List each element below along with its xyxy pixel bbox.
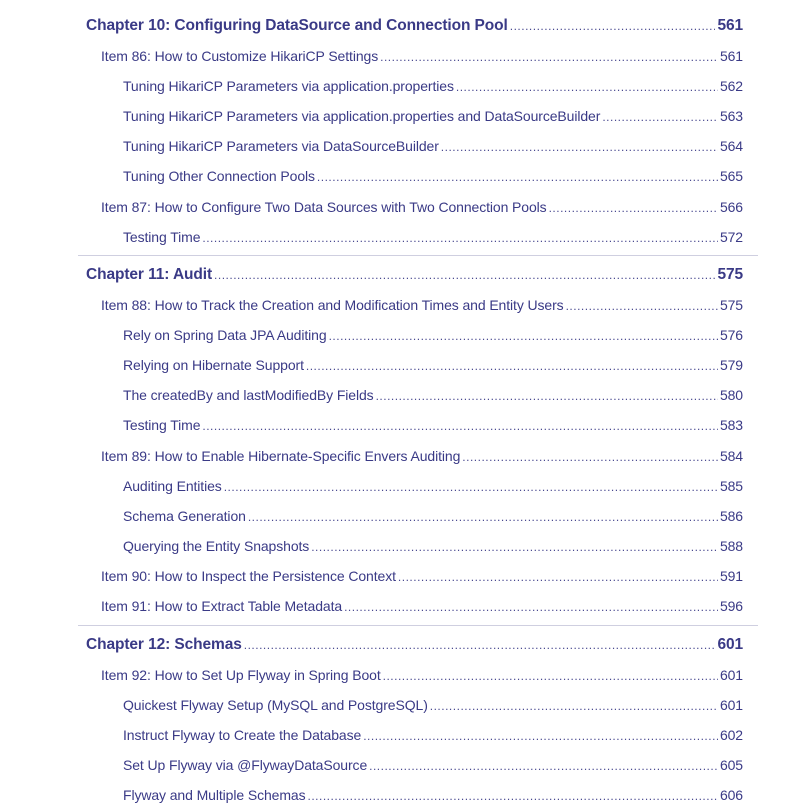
toc-entry-title: The createdBy and lastModifiedBy Fields — [123, 387, 374, 403]
toc-entry-page-number: 601 — [717, 636, 743, 653]
toc-entry-page-number: 575 — [719, 297, 743, 313]
dot-leader — [363, 729, 718, 743]
toc-sub-entry[interactable] — [123, 417, 743, 433]
dot-leader — [214, 268, 715, 282]
toc-entry-title: Quickest Flyway Setup (MySQL and PostgreSQL) — [123, 697, 428, 713]
dot-leader — [510, 19, 716, 33]
toc-entry-title: Item 86: How to Customize HikariCP Settings — [101, 48, 379, 64]
toc-entry-title: Auditing Entities — [123, 478, 222, 494]
toc-entry-title: Testing Time — [123, 229, 201, 245]
toc-entry-title: Set Up Flyway via @FlywayDataSource — [123, 757, 368, 773]
dot-leader — [456, 80, 718, 94]
toc-sub-entry[interactable] — [123, 727, 743, 743]
toc-sub-entry[interactable] — [123, 508, 743, 524]
dot-leader — [430, 699, 718, 713]
dot-leader — [244, 638, 716, 652]
toc-entry-title: Item 87: How to Configure Two Data Sources with Two Connection Pools — [101, 199, 547, 215]
dot-leader — [311, 540, 718, 554]
toc-entry-page-number: 576 — [719, 327, 743, 343]
toc-entry-page-number: 575 — [717, 266, 743, 283]
toc-item-entry[interactable] — [101, 199, 743, 215]
dot-leader — [602, 110, 718, 124]
toc-entry-page-number: 605 — [719, 757, 743, 773]
toc-item-entry[interactable] — [101, 598, 743, 614]
toc-entry-title: Item 89: How to Enable Hibernate-Specific Envers Auditing — [101, 448, 461, 464]
dot-leader — [441, 140, 718, 154]
toc-sub-entry[interactable] — [123, 168, 743, 184]
toc-entry-page-number: 601 — [719, 697, 743, 713]
toc-entry-title: Tuning Other Connection Pools — [123, 168, 315, 184]
chapter-divider — [78, 625, 758, 626]
dot-leader — [566, 299, 718, 313]
toc-entry-title: Chapter 12: Schemas — [86, 636, 242, 653]
dot-leader — [308, 789, 718, 803]
toc-sub-entry[interactable] — [123, 327, 743, 343]
toc-entry-page-number: 584 — [719, 448, 743, 464]
toc-entry-title: Schema Generation — [123, 508, 246, 524]
toc-entry-page-number: 602 — [719, 727, 743, 743]
toc-entry-title: Item 88: How to Track the Creation and Modification Times and Entity Users — [101, 297, 564, 313]
toc-sub-entry[interactable] — [123, 229, 743, 245]
toc-entry-title: Tuning HikariCP Parameters via DataSourceBuilder — [123, 138, 439, 154]
toc-chapter-entry[interactable] — [86, 266, 743, 284]
toc-entry-title: Querying the Entity Snapshots — [123, 538, 310, 554]
toc-entry-page-number: 585 — [719, 478, 743, 494]
toc-item-entry[interactable] — [101, 297, 743, 313]
toc-sub-entry[interactable] — [123, 357, 743, 373]
dot-leader — [317, 170, 718, 184]
toc-entry-page-number: 566 — [719, 199, 743, 215]
toc-entry-page-number: 606 — [719, 787, 743, 803]
toc-sub-entry[interactable] — [123, 697, 743, 713]
dot-leader — [202, 419, 718, 433]
toc-entry-title: Chapter 11: Audit — [86, 266, 213, 283]
toc-chapter-entry[interactable] — [86, 17, 743, 35]
toc-entry-page-number: 586 — [719, 508, 743, 524]
dot-leader — [344, 600, 718, 614]
dot-leader — [462, 450, 718, 464]
toc-item-entry[interactable] — [101, 448, 743, 464]
dot-leader — [224, 480, 718, 494]
toc-entry-page-number: 588 — [719, 538, 743, 554]
toc-sub-entry[interactable] — [123, 757, 743, 773]
toc-item-entry[interactable] — [101, 48, 743, 64]
toc-entry-title: Item 92: How to Set Up Flyway in Spring Boot — [101, 667, 381, 683]
toc-entry-title: Relying on Hibernate Support — [123, 357, 304, 373]
toc-entry-page-number: 564 — [719, 138, 743, 154]
toc-entry-page-number: 565 — [719, 168, 743, 184]
toc-entry-title: Flyway and Multiple Schemas — [123, 787, 306, 803]
toc-entry-title: Testing Time — [123, 417, 201, 433]
dot-leader — [306, 359, 718, 373]
toc-sub-entry[interactable] — [123, 108, 743, 124]
toc-entry-page-number: 572 — [719, 229, 743, 245]
dot-leader — [369, 759, 718, 773]
chapter-divider — [78, 255, 758, 256]
toc-entry-title: Item 91: How to Extract Table Metadata — [101, 598, 343, 614]
toc-entry-page-number: 580 — [719, 387, 743, 403]
dot-leader — [398, 570, 718, 584]
toc-entry-title: Rely on Spring Data JPA Auditing — [123, 327, 327, 343]
dot-leader — [248, 510, 718, 524]
toc-entry-page-number: 561 — [717, 17, 743, 34]
toc-entry-page-number: 562 — [719, 78, 743, 94]
toc-entry-title: Instruct Flyway to Create the Database — [123, 727, 362, 743]
dot-leader — [329, 329, 718, 343]
toc-entry-page-number: 561 — [719, 48, 743, 64]
toc-entry-page-number: 601 — [719, 667, 743, 683]
dot-leader — [376, 389, 718, 403]
toc-entry-page-number: 579 — [719, 357, 743, 373]
dot-leader — [380, 50, 718, 64]
toc-item-entry[interactable] — [101, 667, 743, 683]
toc-sub-entry[interactable] — [123, 478, 743, 494]
toc-entry-page-number: 591 — [719, 568, 743, 584]
dot-leader — [383, 669, 718, 683]
toc-sub-entry[interactable] — [123, 78, 743, 94]
toc-entry-page-number: 596 — [719, 598, 743, 614]
toc-entry-page-number: 563 — [719, 108, 743, 124]
toc-sub-entry[interactable] — [123, 387, 743, 403]
toc-item-entry[interactable] — [101, 568, 743, 584]
toc-sub-entry[interactable] — [123, 538, 743, 554]
toc-sub-entry[interactable] — [123, 787, 743, 803]
dot-leader — [202, 231, 718, 245]
toc-entry-title: Item 90: How to Inspect the Persistence Context — [101, 568, 396, 584]
toc-entry-title: Tuning HikariCP Parameters via application.properties — [123, 78, 454, 94]
toc-entry-page-number: 583 — [719, 417, 743, 433]
toc-entry-title: Tuning HikariCP Parameters via application.properties and DataSourceBuilder — [123, 108, 601, 124]
toc-chapter-entry[interactable] — [86, 636, 743, 654]
toc-entry-title: Chapter 10: Configuring DataSource and Connection Pool — [86, 17, 508, 34]
toc-sub-entry[interactable] — [123, 138, 743, 154]
dot-leader — [549, 201, 718, 215]
